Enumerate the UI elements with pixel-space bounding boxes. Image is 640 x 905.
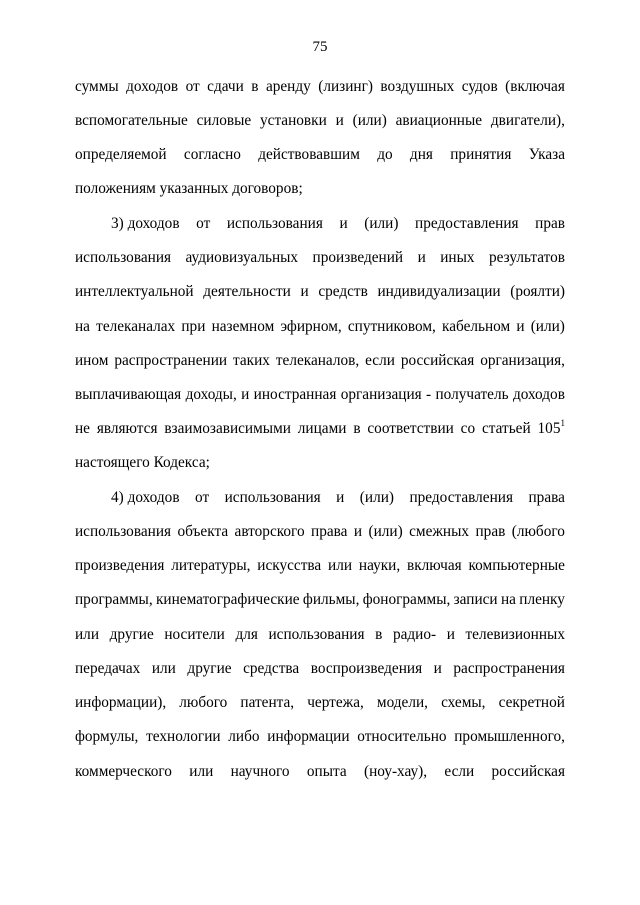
word: модели, — [376, 694, 428, 711]
word: искусства — [257, 557, 322, 574]
word: или — [75, 626, 100, 643]
word: 4) доходов — [111, 489, 180, 506]
word: использования — [224, 489, 321, 506]
word: наземном — [211, 318, 275, 335]
word: пленку — [519, 591, 565, 608]
word: информации), — [75, 694, 167, 711]
word: любого — [179, 694, 228, 711]
text-line — [75, 385, 565, 405]
word: со — [460, 420, 476, 437]
text-line: положениям указанных договоров; — [75, 180, 303, 197]
word: (ноу-хау), — [363, 763, 428, 780]
word: схемы, — [441, 694, 486, 711]
word: компьютерные — [468, 557, 565, 574]
page-number: 75 — [312, 39, 328, 55]
word: организация — [340, 386, 422, 403]
word: (включая — [505, 78, 565, 95]
text-line — [75, 317, 565, 337]
word: российская — [491, 763, 565, 780]
word: дня — [409, 146, 433, 163]
text-line — [75, 590, 565, 610]
word: и — [446, 626, 455, 643]
word: (или) — [359, 489, 394, 506]
word: другие — [187, 660, 232, 677]
word: кабельном — [442, 318, 511, 335]
word: получатель — [435, 386, 509, 403]
word: от — [196, 215, 211, 232]
text-line — [75, 111, 565, 131]
word: использования — [226, 215, 323, 232]
text-line — [75, 77, 565, 97]
word: другие — [109, 626, 154, 643]
word: (или) — [352, 112, 387, 129]
word: определяемой — [75, 146, 167, 163]
word: силовые — [196, 112, 252, 129]
text-line — [75, 351, 565, 371]
word: технологии — [146, 728, 221, 745]
word: индивидуализации — [377, 283, 501, 300]
superscript: 1 — [560, 417, 565, 428]
word: предоставления — [409, 489, 514, 506]
word: фильмы, — [302, 591, 360, 608]
word: организация, — [480, 352, 565, 369]
text-line — [75, 419, 565, 439]
word: соответствии — [367, 420, 454, 437]
word: 3) доходов — [111, 215, 180, 232]
word: и — [433, 660, 442, 677]
word: либо — [228, 728, 260, 745]
word: (или) — [530, 318, 565, 335]
word: использования — [75, 249, 172, 266]
word: (или) — [368, 523, 403, 540]
word: на — [500, 591, 516, 608]
word: коммерческого — [75, 763, 172, 780]
text-line — [75, 145, 565, 165]
word: иностранная — [253, 386, 337, 403]
word: интеллектуальной — [75, 283, 194, 300]
word: и — [241, 386, 250, 403]
word: и — [339, 215, 348, 232]
word: если — [444, 763, 475, 780]
word: секретной — [498, 694, 565, 711]
word: программы, — [75, 591, 153, 608]
text-line — [111, 488, 565, 508]
word: телеканалов, — [275, 352, 360, 369]
word: выплачивающая — [75, 386, 182, 403]
word: взаимозависимыми — [164, 420, 291, 437]
word: авиационные — [395, 112, 483, 129]
word: (или) — [364, 215, 399, 232]
word: российская — [400, 352, 475, 369]
word: воздушных — [380, 78, 455, 95]
word: принятия — [450, 146, 512, 163]
word: телеканалах — [96, 318, 176, 335]
word: от — [195, 489, 210, 506]
text-line — [75, 693, 565, 713]
word: произведений — [312, 249, 404, 266]
word: спутниковом, — [347, 318, 436, 335]
word: доходы, — [185, 386, 237, 403]
word: сдачи — [207, 78, 244, 95]
word: не — [75, 420, 90, 437]
word: при — [181, 318, 206, 335]
word: использования — [75, 523, 172, 540]
word: аренду — [265, 78, 311, 95]
word: формулы, — [75, 728, 139, 745]
word: телевизионных — [465, 626, 565, 643]
text-line — [111, 214, 565, 234]
word: согласно — [183, 146, 241, 163]
word: распространении — [114, 352, 228, 369]
word: судов — [461, 78, 498, 95]
text-line — [75, 625, 565, 645]
word: и — [353, 523, 363, 540]
word: передачах — [75, 660, 141, 677]
text-line — [75, 727, 565, 747]
word: результатов — [489, 249, 565, 266]
word: использования — [268, 626, 365, 643]
text-line — [75, 248, 565, 268]
word: установки — [260, 112, 327, 129]
word: до — [377, 146, 393, 163]
word: прав — [535, 215, 565, 232]
word: прав — [475, 523, 506, 540]
text-line: настоящего Кодекса; — [75, 454, 210, 471]
word: (лизинг) — [318, 78, 373, 95]
word: в — [251, 78, 259, 95]
word: авторского — [234, 523, 305, 540]
text-line — [75, 522, 565, 542]
word: относительно — [357, 728, 447, 745]
word: литературы, — [171, 557, 251, 574]
word: произведения — [75, 557, 165, 574]
word: предоставления — [415, 215, 519, 232]
word: таких — [233, 352, 270, 369]
word: - — [426, 386, 432, 403]
word: в — [353, 420, 361, 437]
word: распространения — [453, 660, 565, 677]
word: в — [375, 626, 383, 643]
word: носители — [164, 626, 225, 643]
word: и — [300, 283, 309, 300]
word: для — [235, 626, 258, 643]
word: и — [417, 249, 426, 266]
word: фонограммы, — [362, 591, 451, 608]
word: двигатели), — [490, 112, 565, 129]
text-line — [75, 762, 565, 782]
word: промышленного, — [454, 728, 565, 745]
word: (любого — [511, 523, 565, 540]
word: и — [335, 112, 344, 129]
word: Указа — [528, 146, 565, 163]
word: статьей — [481, 420, 531, 437]
word: науки, — [358, 557, 401, 574]
word: и — [516, 318, 525, 335]
word: эфирном, — [280, 318, 342, 335]
word: деятельности — [203, 283, 291, 300]
word: средств — [318, 283, 368, 300]
word: от — [185, 78, 200, 95]
text-line — [75, 659, 565, 679]
word: (роялти) — [510, 283, 565, 300]
word: на — [75, 318, 90, 335]
word: если — [365, 352, 395, 369]
word: включая — [407, 557, 462, 574]
word: или — [151, 660, 176, 677]
word: суммы — [75, 78, 119, 95]
word: или — [328, 557, 353, 574]
word: или — [189, 763, 214, 780]
word: лицами — [297, 420, 347, 437]
text-line — [75, 282, 565, 302]
word: действовавшим — [258, 146, 360, 163]
word: аудиовизуальных — [185, 249, 299, 266]
word: средства — [243, 660, 300, 677]
word: опыта — [306, 763, 347, 780]
word: смежных — [409, 523, 470, 540]
word: кинематографические — [156, 591, 300, 608]
word: патента, — [240, 694, 295, 711]
word: права — [311, 523, 348, 540]
word: доходов — [512, 386, 565, 403]
word: чертежа, — [307, 694, 364, 711]
word: воспроизведения — [310, 660, 423, 677]
word: научного — [230, 763, 290, 780]
word: иных — [440, 249, 475, 266]
word: объекта — [177, 523, 229, 540]
word: вспомогательные — [75, 112, 188, 129]
word: информации — [267, 728, 350, 745]
word: доходов — [126, 78, 179, 95]
word: являются — [96, 420, 158, 437]
word: и — [336, 489, 345, 506]
word: ином — [75, 352, 109, 369]
word: права — [528, 489, 565, 506]
word: радио- — [392, 626, 437, 643]
word: $105^1$ — [537, 417, 565, 437]
word: записи — [453, 591, 498, 608]
text-line — [75, 556, 565, 576]
